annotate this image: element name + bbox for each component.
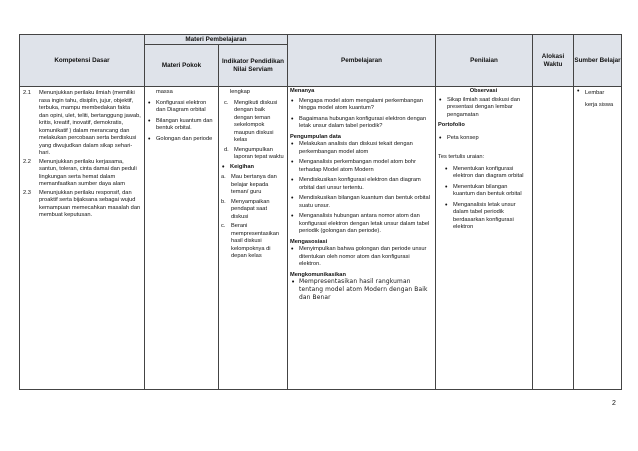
materi-pokok-cell bbox=[145, 87, 219, 390]
indikator-item: d. Mengumpulkan laporan tepat waktu bbox=[224, 146, 284, 161]
indikator-item: a. Mau bertanya dan belajar kepada teman/ guru bbox=[221, 174, 277, 196]
penilaian-cell bbox=[436, 87, 533, 390]
indikator-lead: lengkap bbox=[230, 89, 250, 95]
header-materi-pembelajaran: Materi Pembelajaran bbox=[145, 35, 288, 45]
materi-item: • Golongan dan periode bbox=[147, 136, 215, 144]
pembelajaran-item: • Menyimpulkan bahwa golongan dan periode unsur ditentukan oleh nomor atom dan konfigurasi elektron. bbox=[290, 246, 431, 269]
materi-item: • Konfigurasi elektron dan Diagram orbital bbox=[147, 100, 215, 115]
kompetensi-dasar-cell bbox=[20, 87, 145, 390]
header-materi-pokok: Materi Pokok bbox=[145, 45, 219, 87]
tes-heading: Tes tertulis uraian: bbox=[438, 154, 485, 161]
menanya-heading: Menanya bbox=[290, 88, 315, 94]
pembelajaran-item: • Bagaimana hubungan konfigurasi elektron dengan letak unsur dalam tabel periodik? bbox=[290, 116, 431, 131]
pembelajaran-item: • Menganalisis perkembangan model atom bohr terhadap Model atom Modern bbox=[290, 159, 431, 174]
pembelajaran-item: • Melakukan analisis dan diskusi tekait dengan perkembangan model atom bbox=[290, 141, 431, 156]
pembelajaran-item: • Menganalisis hubungan antara nomor atom dan konfigurasi elektron dengan letak unsur dalam tabel periodik (golongan dan periode). bbox=[290, 213, 431, 236]
penilaian-item: • Sikap ilmiah saat diskusi dan presentasi dengan lembar pengamatan bbox=[438, 97, 529, 120]
penilaian-item: • Menganalisis letak unsur dalam tabel periodik berdasarkan konfigurasi elektron bbox=[444, 202, 529, 232]
kompetensi-item: 2.2 Menunjukkan perilaku kerjasama, santun, toleran, cinta damai dan peduli lingkungan serta hemat dalam memanfaatkan sumber daya alam bbox=[23, 158, 137, 188]
materi-item: • Bilangan kuantum dan bentuk orbital. bbox=[147, 118, 215, 133]
header-alokasi-waktu: Alokasi Waktu bbox=[533, 35, 574, 87]
page-number: 2 bbox=[612, 400, 616, 407]
sumber-item: • Lembar kerja siswa bbox=[576, 88, 618, 112]
header-kompetensi-dasar: Kompetensi Dasar bbox=[20, 35, 145, 87]
header-indikator: Indikator Pendidikan Nilai Serviam bbox=[219, 45, 288, 87]
alokasi-waktu-cell bbox=[533, 87, 574, 390]
indikator-item: b. Menyampaikan pendapat saat diskusi bbox=[221, 198, 270, 220]
mengasosiasi-heading: Mengasosiasi bbox=[290, 238, 328, 245]
materi-lead: massa bbox=[156, 89, 173, 95]
indikator-item: c. Berani mempresentasikan hasil diskusi kelompoknya di depan kelas bbox=[221, 223, 280, 260]
header-sumber-belajar: Sumber Belajar bbox=[574, 35, 622, 87]
pengumpulan-heading: Pengumpulan data bbox=[290, 133, 341, 140]
sumber-belajar-cell bbox=[574, 87, 622, 390]
mengkomunikasikan-heading: Mengkomunikasikan bbox=[290, 271, 346, 278]
header-penilaian: Penilaian bbox=[436, 35, 533, 87]
portofolio-heading: Portofolio bbox=[438, 122, 465, 129]
kompetensi-item: 2.1 Menunjukkan perilaku ilmiah (memiliki rasa ingin tahu, disiplin, jujur, objektif, terbuka, mampu membedakan fakta dan opini, ulet, teliti, bertanggung jawab, kritis, kreatif, inovatif, demokratis, komunikatif ) dalam merancang dan melakukan percobaan serta berdiskusi yang diwujudkan dalam sikap sehari-hari. bbox=[23, 90, 141, 157]
pembelajaran-item: • Mendiskusikan konfigurasi elektron dan diagram orbital dari unsur tertentu. bbox=[290, 177, 431, 192]
header-pembelajaran: Pembelajaran bbox=[288, 35, 436, 87]
pembelajaran-item: • Mempresentasikan hasil rangkuman tentang model atom Modern dengan Baik dan Benar bbox=[290, 279, 431, 302]
penilaian-item: • Menentukan konfigurasi elektron dan diagram orbital bbox=[444, 166, 529, 181]
kompetensi-item: 2.3 Menunjukkan perilaku responsif, dan proaktif serta bijaksana sebagai wujud kemampuan memecahkan masalah dan membuat keputusan. bbox=[23, 189, 141, 219]
lesson-plan-table bbox=[19, 34, 622, 390]
indikator-cell bbox=[219, 87, 288, 390]
indikator-item: c. Mengikuti diskusi dengan baik dengan teman sekelompok maupun diskusi kelas bbox=[224, 99, 278, 144]
observasi-heading: Observasi bbox=[469, 88, 498, 94]
penilaian-item: • Peta konsep bbox=[438, 135, 529, 143]
penilaian-item: • Menentukan bilangan kuantum dan bentuk orbital bbox=[444, 184, 529, 199]
pembelajaran-item: • Mengapa model atom mengalami perkembangan hingga model atom kuantum? bbox=[290, 98, 431, 113]
keigihan-heading: • Keigihan bbox=[221, 164, 284, 172]
pembelajaran-cell bbox=[288, 87, 436, 390]
pembelajaran-item: • Mendiskusikan bilangan kuantum dan bentuk orbital suatu unsur. bbox=[290, 195, 431, 210]
